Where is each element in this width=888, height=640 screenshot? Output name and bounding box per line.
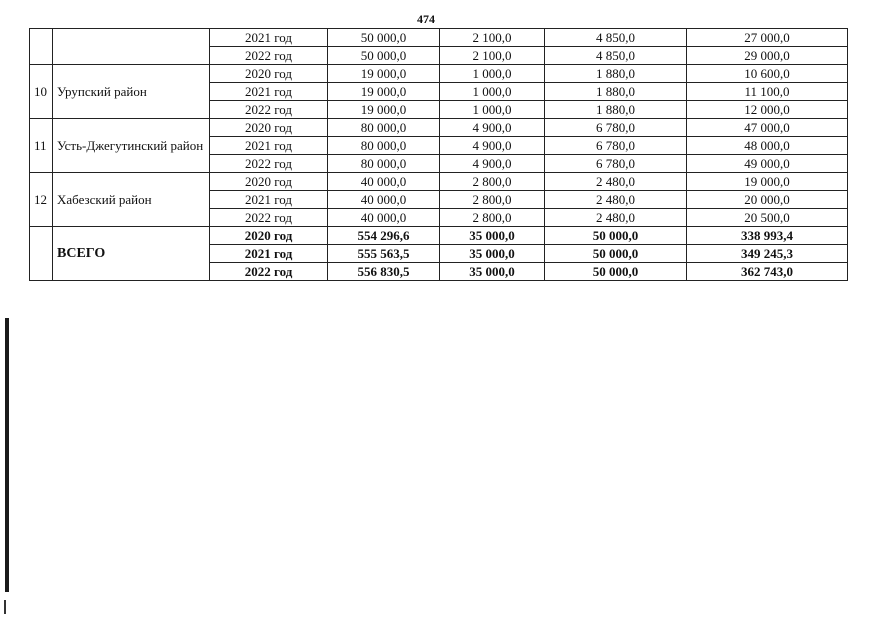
total-cell: 19 000,0	[328, 101, 440, 119]
local-cell: 29 000,0	[687, 47, 848, 65]
year-cell: 2022 год	[210, 101, 328, 119]
federal-cell: 2 100,0	[440, 29, 545, 47]
federal-cell: 4 900,0	[440, 137, 545, 155]
table-row	[30, 173, 848, 191]
federal-cell: 2 800,0	[440, 191, 545, 209]
year-cell: 2022 год	[210, 155, 328, 173]
total-cell: 80 000,0	[328, 155, 440, 173]
year-cell: 2020 год	[210, 65, 328, 83]
total-cell: 80 000,0	[328, 119, 440, 137]
local-cell: 338 993,4	[687, 227, 848, 245]
regional-cell: 1 880,0	[545, 101, 687, 119]
local-cell: 349 245,3	[687, 245, 848, 263]
district-name-cell	[53, 29, 210, 65]
regional-cell: 50 000,0	[545, 227, 687, 245]
local-cell: 11 100,0	[687, 83, 848, 101]
local-cell: 12 000,0	[687, 101, 848, 119]
local-cell: 19 000,0	[687, 173, 848, 191]
federal-cell: 35 000,0	[440, 245, 545, 263]
year-cell: 2020 год	[210, 173, 328, 191]
district-name-cell: Усть-Джегутинский район	[53, 119, 210, 173]
regional-cell: 2 480,0	[545, 191, 687, 209]
local-cell: 48 000,0	[687, 137, 848, 155]
year-cell: 2021 год	[210, 29, 328, 47]
federal-cell: 35 000,0	[440, 227, 545, 245]
federal-cell: 1 000,0	[440, 65, 545, 83]
regional-cell: 6 780,0	[545, 137, 687, 155]
year-cell: 2021 год	[210, 83, 328, 101]
table-row	[30, 119, 848, 137]
total-cell: 80 000,0	[328, 137, 440, 155]
federal-cell: 2 800,0	[440, 209, 545, 227]
regional-cell: 4 850,0	[545, 47, 687, 65]
regional-cell: 50 000,0	[545, 263, 687, 281]
total-cell: 19 000,0	[328, 65, 440, 83]
year-cell: 2022 год	[210, 47, 328, 65]
federal-cell: 1 000,0	[440, 83, 545, 101]
grand-total-label: ВСЕГО	[53, 227, 210, 281]
total-cell: 50 000,0	[328, 29, 440, 47]
scan-margin-mark	[4, 600, 6, 614]
regional-cell: 6 780,0	[545, 119, 687, 137]
year-cell: 2022 год	[210, 209, 328, 227]
local-cell: 20 000,0	[687, 191, 848, 209]
row-number-cell	[30, 29, 53, 65]
total-cell: 555 563,5	[328, 245, 440, 263]
regional-cell: 1 880,0	[545, 65, 687, 83]
federal-cell: 2 100,0	[440, 47, 545, 65]
regional-cell: 2 480,0	[545, 173, 687, 191]
local-cell: 362 743,0	[687, 263, 848, 281]
federal-cell: 2 800,0	[440, 173, 545, 191]
regional-cell: 6 780,0	[545, 155, 687, 173]
federal-cell: 1 000,0	[440, 101, 545, 119]
local-cell: 49 000,0	[687, 155, 848, 173]
local-cell: 10 600,0	[687, 65, 848, 83]
total-cell: 40 000,0	[328, 209, 440, 227]
total-cell: 40 000,0	[328, 173, 440, 191]
year-cell: 2021 год	[210, 137, 328, 155]
local-cell: 27 000,0	[687, 29, 848, 47]
row-number-cell: 11	[30, 119, 53, 173]
regional-cell: 1 880,0	[545, 83, 687, 101]
regional-cell: 50 000,0	[545, 245, 687, 263]
year-cell: 2020 год	[210, 227, 328, 245]
year-cell: 2022 год	[210, 263, 328, 281]
year-cell: 2021 год	[210, 245, 328, 263]
table-row	[30, 65, 848, 83]
year-cell: 2021 год	[210, 191, 328, 209]
federal-cell: 4 900,0	[440, 119, 545, 137]
total-cell: 556 830,5	[328, 263, 440, 281]
table-row	[30, 29, 848, 47]
year-cell: 2020 год	[210, 119, 328, 137]
district-name-cell: Урупский район	[53, 65, 210, 119]
total-row	[30, 227, 848, 245]
scan-margin-mark	[5, 318, 9, 592]
total-cell: 19 000,0	[328, 83, 440, 101]
local-cell: 47 000,0	[687, 119, 848, 137]
total-cell: 40 000,0	[328, 191, 440, 209]
total-cell: 554 296,6	[328, 227, 440, 245]
row-number-cell	[30, 227, 53, 281]
federal-cell: 4 900,0	[440, 155, 545, 173]
regional-cell: 4 850,0	[545, 29, 687, 47]
budget-table	[29, 28, 848, 281]
row-number-cell: 12	[30, 173, 53, 227]
federal-cell: 35 000,0	[440, 263, 545, 281]
regional-cell: 2 480,0	[545, 209, 687, 227]
district-name-cell: Хабезский район	[53, 173, 210, 227]
local-cell: 20 500,0	[687, 209, 848, 227]
total-cell: 50 000,0	[328, 47, 440, 65]
row-number-cell: 10	[30, 65, 53, 119]
page-number: 474	[417, 12, 435, 26]
